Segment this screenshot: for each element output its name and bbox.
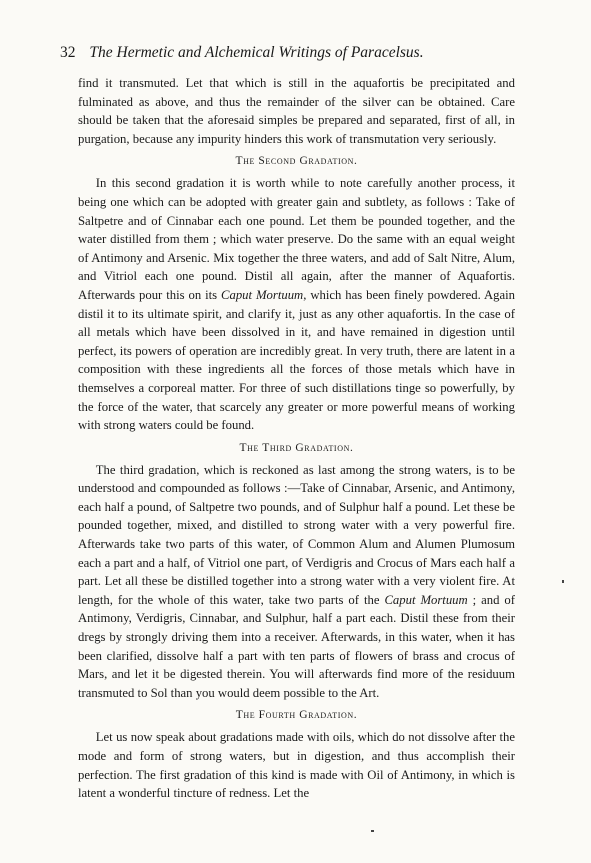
text-run: , which has been finely powdered. Again distil it to its ultimate spirit, and clarify it, just as any other aquafortis. In the case of all metals which have been dissolved in it, and have remained in digestion until perfect, its powers of operation are incredibly great. In very truth, there are latent in a composition with these ingredients all the forces of those metals which have in themselves a corporeal matter. For three of such distillations tinge so powerfully, by the force of the water, that scarcely any greater or more powerful means of working with strong waters could be found. bbox=[78, 287, 515, 433]
paragraph-continuation: find it transmuted. Let that which is still in the aquafortis be precipitated and fulminated as above, and thus the remainder of the silver can be obtained. Care should be taken that the aforesaid simples be prepared and separated, first of all, in purgation, because any impurity hinders this work of transmutation very seriously. bbox=[78, 76, 515, 146]
text-run: ; and of Antimony, Verdigris, Cinnabar, and Sulphur, half a part each. Distil these from their dregs by strongly driving them into a receiver. Afterwards, in this water, when it has been clarified, dissolve half a part with ten parts of flowers of brass and crocus of Mars, and let it be digested therein. You will afterwards find more of the residuum transmuted to Sol than you would deem possible to the Art. bbox=[78, 592, 515, 700]
print-speck bbox=[371, 830, 374, 832]
text-run: The third gradation, which is reckoned as last among the strong waters, is to be understood and compounded as follows :—Take of Cinnabar, Arsenic, and Antimony, each half a pound, of Saltpetre two pounds, and of Sulphur half a pound. Let these be pounded together, mixed, and distilled to strong water with a very powerful fire. Afterwards take two parts of this water, of Common Alum and Alumen Plumosum each a part and a half, of Vitriol one part, of Verdigris and Crocus of Mars each half a part. Let all these be distilled together into a strong water with a very violent fire. At length, for the whole of this water, take two parts of the bbox=[78, 462, 515, 607]
body-text bbox=[78, 74, 515, 803]
running-title: The Hermetic and Alchemical Writings of Paracelsus. bbox=[89, 44, 424, 61]
section-heading-second-gradation: The Second Gradation. bbox=[235, 155, 358, 168]
paragraph-third-gradation bbox=[78, 461, 515, 703]
section-heading-fourth-gradation: The Fourth Gradation. bbox=[235, 709, 358, 722]
italic-term: Caput Mortuum bbox=[221, 287, 304, 302]
section-heading-third-gradation: The Third Gradation. bbox=[239, 441, 354, 454]
italic-term: Caput Mortuum bbox=[384, 592, 468, 607]
text-run: In this second gradation it is worth while to note carefully another process, it being one which can be adopted with greater gain and subtlety, as follows : Take of Saltpetre and of Cinnabar each one pound. Let them be pounded together, and the water distilled from them ; which water preserve. Do the same with an equal weight of Antimony and Arsenic. Mix together the three waters, and add of Salt Nitre, Alum, and Vitriol each one pound. Distil all again, after the manner of Aquafortis. Afterwards pour this on its bbox=[78, 176, 515, 302]
print-speck bbox=[562, 580, 564, 583]
page-number: 32 bbox=[60, 44, 76, 61]
paragraph-second-gradation bbox=[78, 174, 515, 434]
running-header bbox=[60, 44, 530, 62]
paragraph-fourth-gradation: Let us now speak about gradations made with oils, which do not dissolve after the mode and form of strong waters, but in digestion, and thus accomplish their perfection. The first gradation of this kind is made with Oil of Antimony, in which is latent a wonderful tincture of redness. Let the bbox=[78, 730, 515, 801]
